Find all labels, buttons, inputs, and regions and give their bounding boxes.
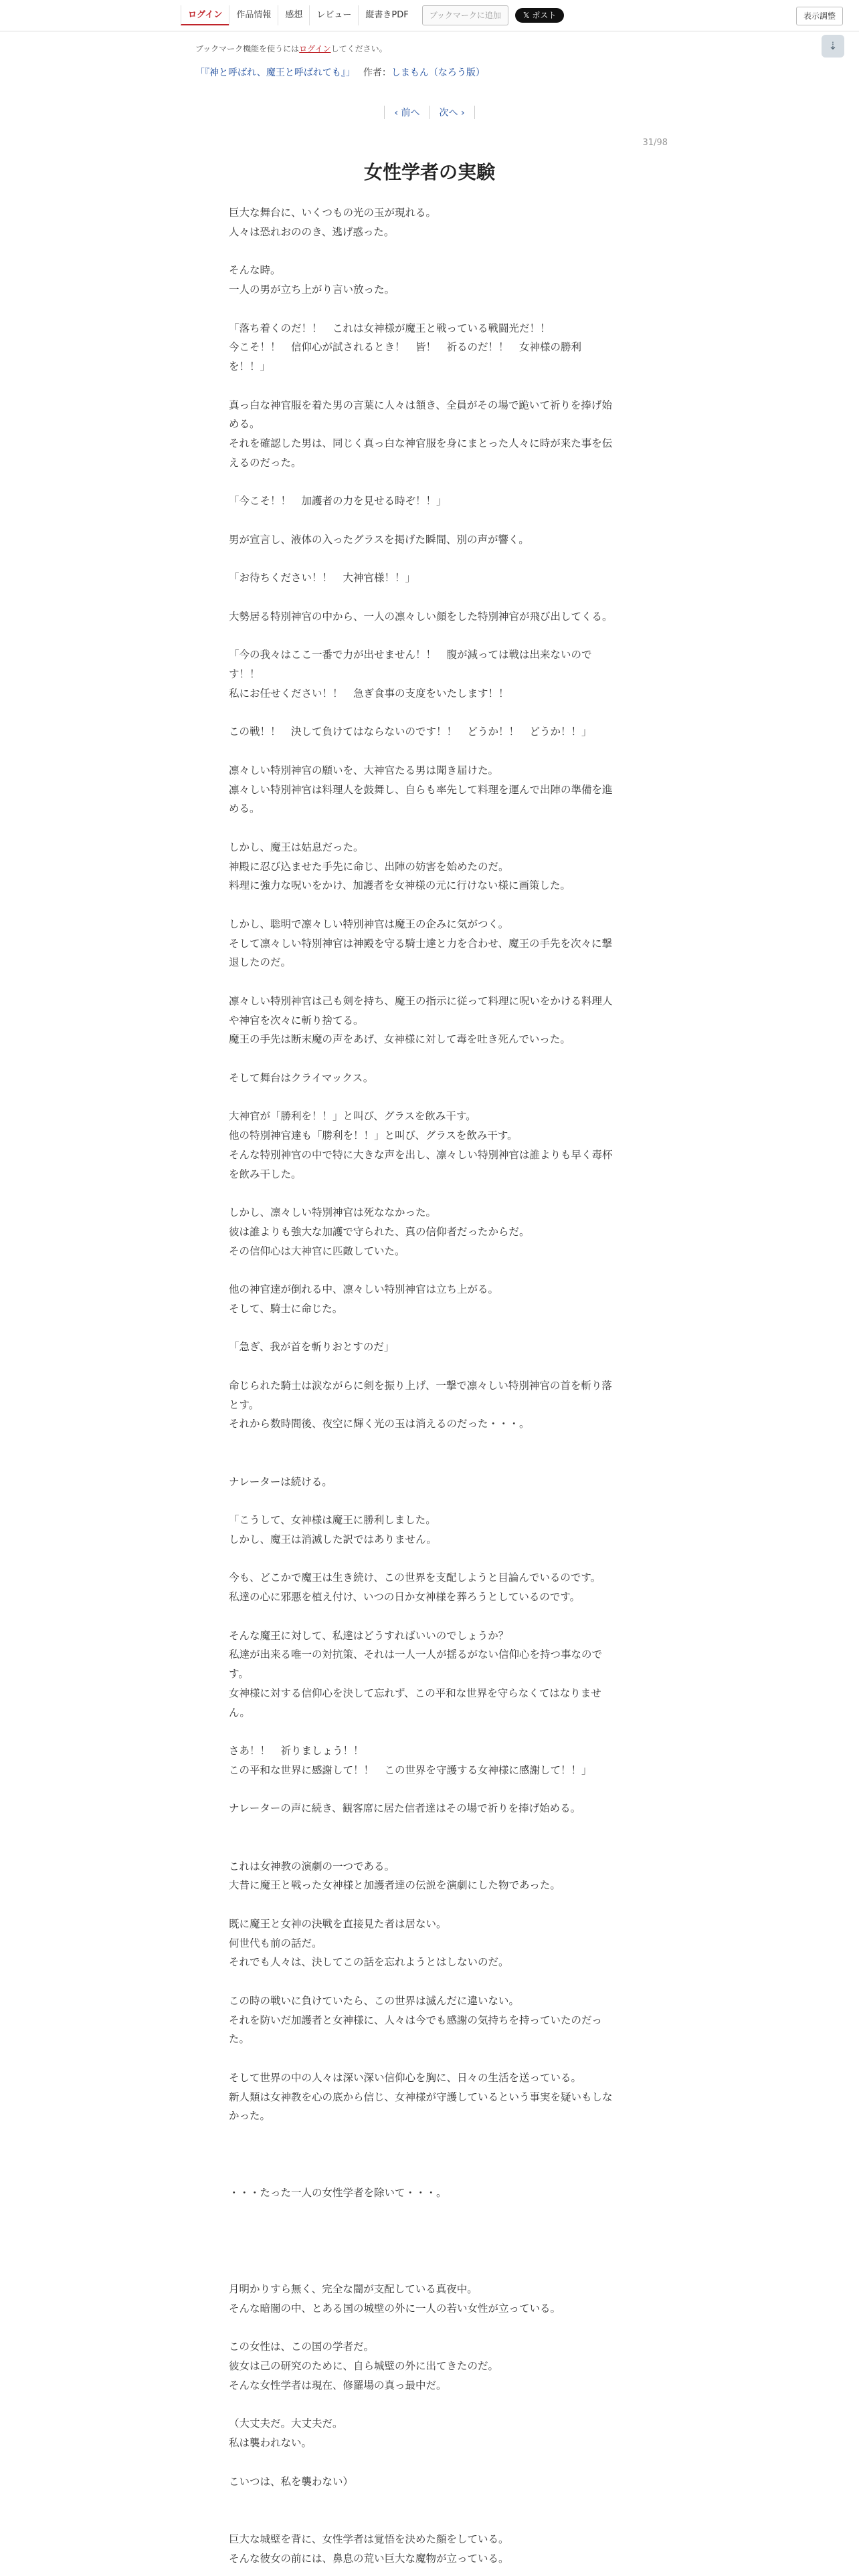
- body-line: そして、騎士に命じた。: [229, 1302, 343, 1315]
- blank-line: [229, 1780, 630, 1800]
- body-line: その信仰心は大神官に匹敵していた。: [229, 1245, 405, 1257]
- body-line: そして世界の中の人々は深い深い信仰心を胸に、日々の生活を送っている。: [229, 2071, 582, 2084]
- body-line: 凛々しい特別神官は己も剣を持ち、魔王の指示に従って料理に呪いをかける料理人: [229, 994, 613, 1007]
- body-line: 新人類は女神教を心の底から信じ、女神様が守護しているという事実を疑いもしな: [229, 2090, 613, 2103]
- work-title-link[interactable]: 「『神と呼ばれ、魔王と呼ばれても』」: [195, 68, 355, 78]
- blank-line: [229, 2319, 630, 2338]
- body-line: す！！: [229, 668, 260, 680]
- blank-line: [229, 2395, 630, 2415]
- body-line: 私は襲われない。: [229, 2437, 312, 2449]
- author-link[interactable]: しまもん（なろう版）: [391, 68, 485, 78]
- top-navigation-bar: [0, 0, 859, 31]
- body-line: 大神官が「勝利を！！」と叫び、グラスを飲み干す。: [229, 1110, 476, 1123]
- body-line: 凛々しい特別神官は料理人を鼓舞し、自らも率先して料理を運んで出陣の準備を進: [229, 783, 613, 796]
- body-line: 他の神官達が倒れる中、凛々しい特別神官は立ち上がる。: [229, 1283, 499, 1295]
- chapter-title: 女性学者の実験: [363, 161, 495, 183]
- blank-line: [229, 377, 630, 396]
- body-line: 「急ぎ、我が首を斬りおとすのだ」: [229, 1341, 395, 1354]
- blank-line: [229, 1549, 630, 1569]
- body-line: 彼女は己の研究のために、自ら城壁の外に出てきたのだ。: [229, 2360, 499, 2372]
- blank-line: [229, 300, 630, 319]
- blank-line: [229, 2242, 630, 2261]
- blank-line: [229, 1434, 630, 1453]
- body-line: める。: [229, 418, 260, 431]
- body-line: そんな彼女の前には、鼻息の荒い巨大な魔物が立っている。: [229, 2552, 509, 2565]
- body-line: それを防いだ加護者と女神様に、人々は今でも感謝の気持ちを持っていたのだっ: [229, 2014, 603, 2026]
- blank-line: [229, 819, 630, 838]
- blank-line: [229, 242, 630, 261]
- blank-line: [229, 895, 630, 915]
- prev-page-link[interactable]: ‹ 前へ: [384, 106, 429, 119]
- body-line: 大勢居る特別神官の中から、一人の凛々しい顔をした特別神官が飛び出してくる。: [229, 610, 613, 623]
- blank-line: [229, 2126, 630, 2145]
- blank-line: [229, 1357, 630, 1376]
- body-line: 真っ白な神官服を着た男の言葉に人々は頷き、全員がその場で跪いて祈りを捧げ始: [229, 399, 612, 411]
- blank-line: [229, 1184, 630, 1203]
- body-line: 何世代も前の話だ。: [229, 1937, 322, 1949]
- body-line: それから数時間後、夜空に輝く光の玉は消えるのだった・・・。: [229, 1418, 530, 1430]
- body-line: 退したのだ。: [229, 956, 292, 969]
- body-line: 魔王の手先は断末魔の声をあげ、女神様に対して毒を吐き死んでいった。: [229, 1033, 571, 1046]
- body-line: ナレーターは続ける。: [229, 1475, 332, 1488]
- x-post-button[interactable]: 𝕏 ポスト: [515, 8, 564, 23]
- nav-menu: [181, 5, 564, 25]
- work-header: [195, 66, 485, 79]
- blank-line: [229, 2165, 630, 2184]
- body-line: 大昔に魔王と戦った女神様と加護者達の伝説を演劇にした物であった。: [229, 1879, 561, 1892]
- body-line: 凛々しい特別神官の願いを、大神官たる男は聞き届けた。: [229, 764, 499, 776]
- blank-line: [229, 1972, 630, 1992]
- body-line: （大丈夫だ。大丈夫だ。: [229, 2418, 343, 2430]
- blank-line: [229, 2049, 630, 2068]
- body-line: そんな時。: [229, 264, 281, 277]
- impressions-link[interactable]: 感想: [278, 5, 309, 25]
- blank-line: [229, 1453, 630, 1473]
- author-label: 作者：: [363, 68, 391, 78]
- body-line: を飲み干した。: [229, 1168, 302, 1180]
- blank-line: [229, 1895, 630, 1915]
- body-line: えるのだった。: [229, 456, 302, 469]
- body-line: この平和な世界に感謝して！！ この世界を守護する女神様に感謝して！！」: [229, 1763, 592, 1776]
- body-line: これは女神教の演劇の一つである。: [229, 1860, 395, 1872]
- body-line: や神官を次々に斬り捨てる。: [229, 1014, 364, 1027]
- blank-line: [229, 1491, 630, 1511]
- body-line: 「落ち着くのだ！！ これは女神様が魔王と戦っている戦闘光だ！！: [229, 322, 551, 334]
- body-line: 巨大な舞台に、いくつもの光の玉が現れる。: [229, 207, 437, 219]
- body-line: 神殿に忍び込ませた手先に命じ、出陣の妨害を始めたのだ。: [229, 860, 509, 873]
- body-line: この女性は、この国の学者だ。: [229, 2341, 375, 2353]
- next-page-link[interactable]: 次へ ›: [430, 106, 475, 119]
- body-line: しかし、魔王は姑息だった。: [229, 841, 364, 853]
- blank-line: [229, 2203, 630, 2222]
- chevron-down-icon[interactable]: ⇣: [822, 35, 844, 58]
- body-line: そんな魔王に対して、私達はどうすればいいのでしょうか？: [229, 1629, 509, 1642]
- body-line: ナレーターの声に続き、観客席に居た信者達はその場で祈りを捧げ始める。: [229, 1802, 581, 1815]
- blank-line: [229, 1838, 630, 1857]
- body-line: この時の戦いに負けていたら、この世界は滅んだに違いない。: [229, 1994, 520, 2007]
- blank-line: [229, 1818, 630, 1838]
- body-line: 私達が出来る唯一の対抗策、それは一人一人が揺るがない信仰心を持つ事なので: [229, 1648, 603, 1661]
- body-line: 私達の心に邪悪を植え付け、いつの日か女神様を葬ろうとしているのです。: [229, 1591, 581, 1603]
- body-line: こいつは、私を襲わない）: [229, 2475, 354, 2488]
- work-info-link[interactable]: 作品情報: [229, 5, 278, 25]
- body-line: そんな特別神官の中で特に大きな声を出し、凛々しい特別神官は誰よりも早く毒杯: [229, 1148, 613, 1161]
- review-link[interactable]: レビュー: [309, 5, 358, 25]
- notice-text-after: してください。: [330, 44, 387, 53]
- body-line: す。: [229, 1668, 249, 1680]
- body-line: しかし、聡明で凛々しい特別神官は魔王の企みに気がつく。: [229, 918, 509, 930]
- body-line: ん。: [229, 1706, 250, 1719]
- blank-line: [229, 972, 630, 992]
- body-line: 私にお任せください！！ 急ぎ食事の支度をいたします！！: [229, 687, 509, 700]
- body-line: 既に魔王と女神の決戦を直接見た者は居ない。: [229, 1917, 447, 1930]
- blank-line: [229, 2491, 630, 2510]
- body-line: める。: [229, 802, 260, 815]
- blank-line: [229, 627, 630, 646]
- blank-line: [229, 1088, 630, 1107]
- body-line: 巨大な城壁を背に、女性学者は覚悟を決めた顔をしている。: [229, 2533, 509, 2545]
- body-line: 「今こそ！！ 加護者の力を見せる時ぞ！！」: [229, 495, 447, 508]
- body-line: そして凛々しい特別神官は神殿を守る騎士達と力を合わせ、魔王の手先を次々に撃: [229, 937, 613, 950]
- body-line: 「今の我々はここ一番で力が出せません！！ 腹が減っては戦は出来ないので: [229, 649, 592, 661]
- body-line: それを確認した男は、同じく真っ白な神官服を身にまとった人々に時が来た事を伝: [229, 437, 613, 449]
- add-bookmark-button[interactable]: ブックマークに追加: [422, 5, 508, 25]
- body-line: 今こそ！！ 信仰心が試されるとき！ 皆！ 祈るのだ！！ 女神様の勝利: [229, 341, 582, 354]
- body-line: そんな女性学者は現在、修羅場の真っ最中だ。: [229, 2379, 447, 2391]
- notice-text-before: ブックマーク機能を使うには: [195, 44, 300, 53]
- blank-line: [229, 704, 630, 723]
- body-line: 命じられた騎士は涙ながらに剣を振り上げ、一撃で凛々しい特別神官の首を斬り落: [229, 1379, 612, 1392]
- body-line: さあ！！ 祈りましょう！！: [229, 1745, 364, 1757]
- body-line: 彼は誰よりも強大な加護で守られた、真の信仰者だったからだ。: [229, 1225, 530, 1238]
- body-line: そして舞台はクライマックス。: [229, 1071, 374, 1084]
- body-line: 他の特別神官達も「勝利を！！」と叫び、グラスを飲み干す。: [229, 1130, 518, 1142]
- blank-line: [229, 2222, 630, 2242]
- blank-line: [229, 2510, 630, 2530]
- page-number: 31/98: [642, 138, 668, 148]
- blank-line: [229, 1607, 630, 1626]
- blank-line: [229, 588, 630, 607]
- body-line: 今も、どこかで魔王は生き続け、この世界を支配しようと目論んでいるのです。: [229, 1572, 601, 1584]
- blank-line: [229, 742, 630, 761]
- body-line: 「こうして、女神様は魔王に勝利しました。: [229, 1514, 436, 1526]
- blank-line: [229, 1319, 630, 1338]
- body-line: 人々は恐れおののき、逃げ惑った。: [229, 225, 395, 238]
- body-line: ・・・たった一人の女性学者を除いて・・・。: [229, 2187, 447, 2199]
- blank-line: [229, 473, 630, 492]
- display-settings-button[interactable]: 表示調整: [796, 7, 843, 25]
- bookmark-login-notice: [195, 43, 387, 54]
- body-line: 「お待ちください！！ 大神官様！！」: [229, 572, 416, 584]
- blank-line: [229, 2145, 630, 2165]
- notice-login-link[interactable]: ログイン: [299, 44, 331, 53]
- pager: [0, 106, 859, 119]
- body-line: それでも人々は、決してこの話を忘れようとはしないのだ。: [229, 1956, 509, 1969]
- body-line: しかし、魔王は消滅した訳ではありません。: [229, 1533, 437, 1545]
- body-line: 一人の男が立ち上がり言い放った。: [229, 284, 395, 296]
- novel-body-text: [229, 203, 630, 2568]
- blank-line: [229, 1261, 630, 1280]
- blank-line: [229, 2260, 630, 2280]
- body-line: 男が宣言し、液体の入ったグラスを掲げた瞬間、別の声が響く。: [229, 533, 529, 546]
- body-line: た。: [229, 2033, 250, 2046]
- blank-line: [229, 1722, 630, 1741]
- body-line: そんな暗闇の中、とある国の城壁の外に一人の若い女性が立っている。: [229, 2302, 561, 2315]
- body-line: とす。: [229, 1398, 260, 1411]
- blank-line: [229, 2453, 630, 2472]
- body-line: を！！」: [229, 360, 271, 372]
- blank-line: [229, 550, 630, 569]
- vertical-pdf-link[interactable]: 縦書きPDF: [358, 5, 415, 25]
- body-line: 月明かりすら無く、完全な闇が支配している真夜中。: [229, 2283, 478, 2295]
- login-link[interactable]: ログイン: [181, 5, 229, 25]
- blank-line: [229, 511, 630, 530]
- body-line: かった。: [229, 2110, 271, 2123]
- blank-line: [229, 1049, 630, 1069]
- body-line: しかし、凛々しい特別神官は死ななかった。: [229, 1206, 437, 1218]
- body-line: 女神様に対する信仰心を決して忘れず、この平和な世界を守らなくてはなりませ: [229, 1687, 601, 1699]
- body-line: 料理に強力な呪いをかけ、加護者を女神様の元に行けない様に画策した。: [229, 879, 571, 892]
- body-line: この戦！！ 決して負けてはならないのです！！ どうか！！ どうか！！」: [229, 726, 592, 738]
